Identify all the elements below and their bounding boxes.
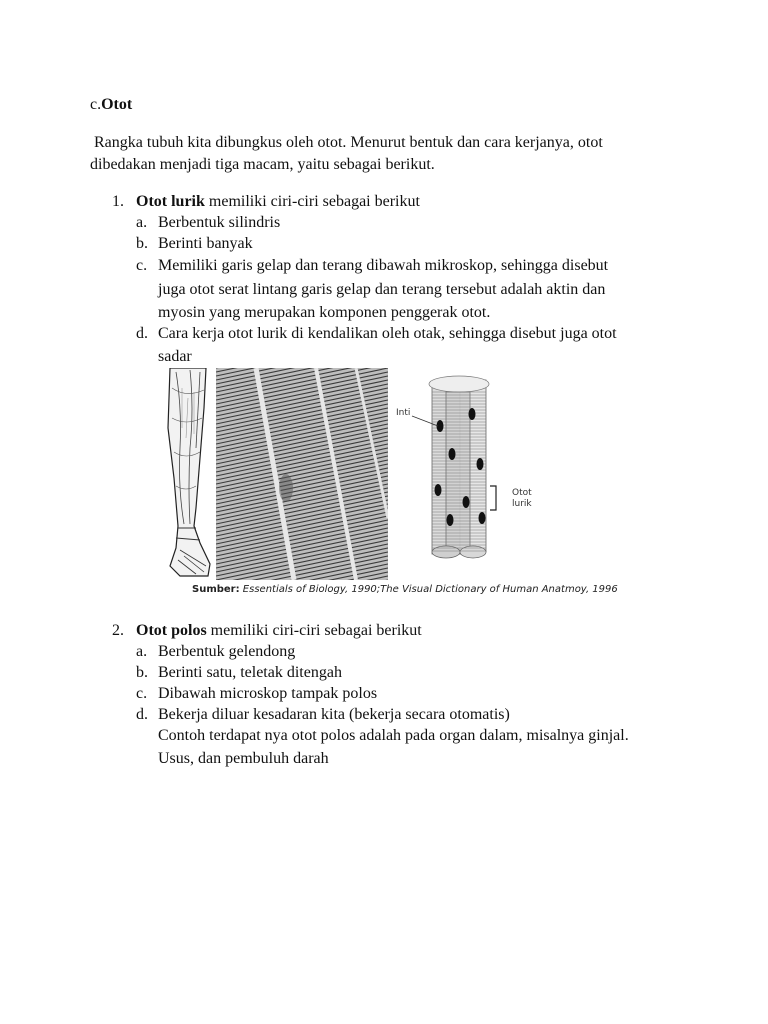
muscle-figure [160, 368, 618, 604]
sub-marker: c. [136, 685, 148, 702]
list-item-1-rest: memiliki ciri-ciri sebagai berikut [204, 193, 420, 210]
sub-marker: a. [136, 643, 148, 660]
leg-muscle-illustration [160, 368, 212, 580]
sub-item-2d-line2: Contoh terdapat nya otot polos adalah pada organ dalam, misalnya ginjal. [158, 727, 629, 744]
figure-caption [192, 584, 618, 595]
label-otot: Otot [512, 488, 532, 498]
section-heading [90, 95, 132, 115]
sub-item-2c: Dibawah microskop tampak polos [158, 685, 378, 702]
sub-item-2d-line3: Usus, dan pembuluh darah [158, 750, 329, 767]
sub-item-2a: Berbentuk gelendong [158, 643, 296, 660]
term-otot-polos: Otot polos [136, 622, 207, 639]
sub-item-1d-line2: sadar [158, 348, 192, 365]
sub-marker: d. [136, 706, 148, 723]
list-number: 1. [112, 193, 124, 210]
sub-item-2d-line1: Bekerja diluar kesadaran kita (bekerja secara otomatis) [158, 706, 510, 723]
sub-item-1b: Berinti banyak [158, 235, 253, 252]
label-lurik: lurik [512, 499, 532, 509]
sub-marker: a. [136, 214, 148, 231]
sub-marker: d. [136, 325, 148, 342]
intro-line-1: Rangka tubuh kita dibungkus oleh otot. Menurut bentuk dan cara kerjanya, otot [94, 134, 603, 151]
section-title: Otot [101, 96, 133, 113]
section-prefix: c. [90, 96, 102, 113]
list-item-1-text [136, 192, 420, 212]
sub-marker: b. [136, 235, 148, 252]
list-item-2-header [112, 621, 124, 641]
caption-source-label: Sumber: [192, 584, 240, 595]
sub-marker: c. [136, 257, 148, 274]
sub-item-1d-line1: Cara kerja otot lurik di kendalikan oleh otak, sehingga disebut juga otot [158, 325, 617, 342]
muscle-fiber-diagram [392, 368, 540, 580]
sub-item-1a: Berbentuk silindris [158, 214, 281, 231]
caption-source-text: Essentials of Biology, 1990;The Visual Dictionary of Human Anatmoy, 1996 [239, 584, 618, 595]
list-item-2-text [136, 621, 422, 641]
sub-marker: b. [136, 664, 148, 681]
intro-line-2: dibedakan menjadi tiga macam, yaitu sebagai berikut. [90, 156, 435, 173]
sub-item-2b: Berinti satu, teletak ditengah [158, 664, 342, 681]
term-otot-lurik: Otot lurik [136, 193, 205, 210]
list-item-1-header [112, 192, 124, 212]
label-inti: Inti [396, 408, 411, 418]
sub-item-1c-line3: myosin yang merupakan komponen penggerak otot. [158, 304, 491, 321]
list-item-2-rest: memiliki ciri-ciri sebagai berikut [206, 622, 422, 639]
striated-micrograph [216, 368, 388, 580]
list-number: 2. [112, 622, 124, 639]
sub-item-1c-line1: Memiliki garis gelap dan terang dibawah mikroskop, sehingga disebut [158, 257, 609, 274]
sub-item-1c-line2: juga otot serat lintang garis gelap dan terang tersebut adalah aktin dan [158, 281, 606, 298]
